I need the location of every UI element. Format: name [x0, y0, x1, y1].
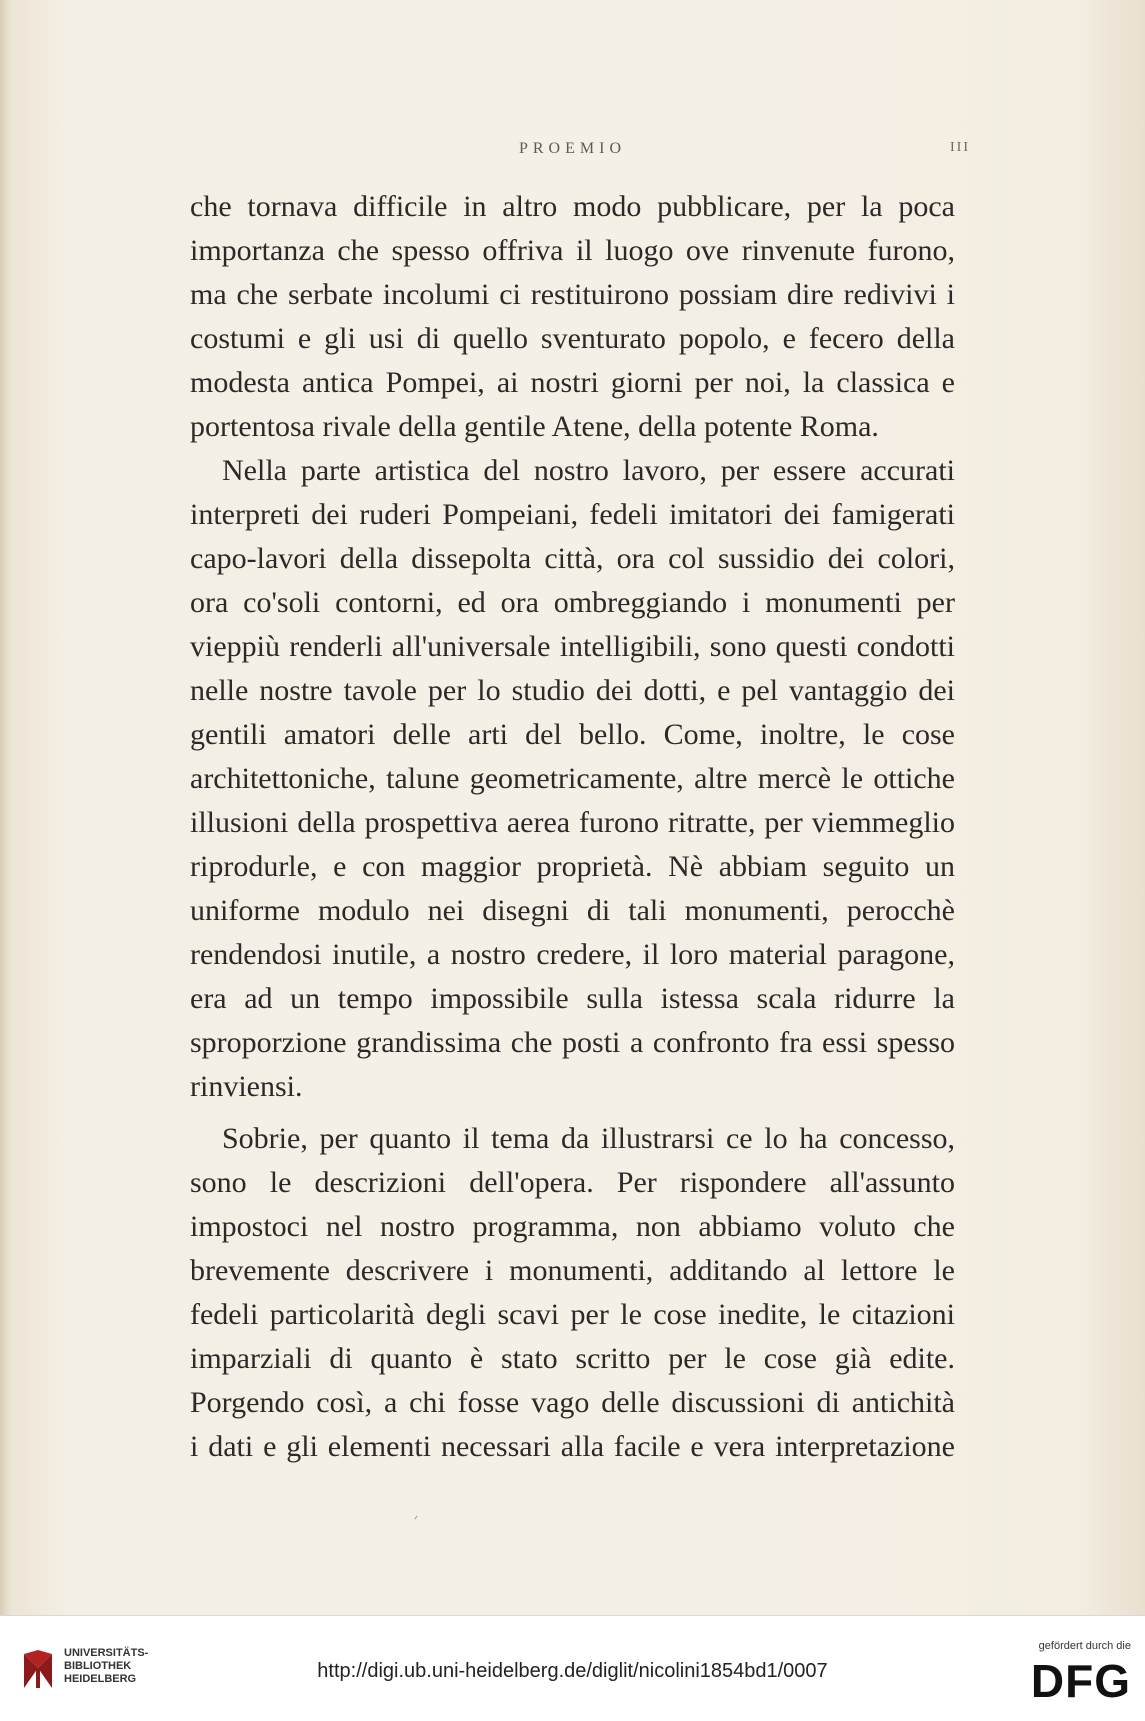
text-line: riprodurle, e con maggior proprietà. Nè abbiam seguito un [190, 850, 955, 883]
text-line: modesta antica Pompei, ai nostri giorni per noi, la classica e [190, 366, 955, 399]
library-name-line: HEIDELBERG [64, 1673, 137, 1685]
library-name-line: UNIVERSITÄTS- [64, 1647, 149, 1659]
text-line: sproporzione grandissima che posti a confronto fra essi spesso [190, 1026, 955, 1059]
text-line: Nella parte artistica del nostro lavoro, per essere accurati [222, 454, 955, 487]
library-name-line: BIBLIOTHEK [64, 1660, 132, 1672]
body-text [190, 185, 955, 1469]
text-line: interpreti dei ruderi Pompeiani, fedeli imitatori dei famigerati [190, 498, 955, 531]
source-url-link[interactable]: http://digi.ub.uni-heidelberg.de/diglit/nicolini1854bd1/0007 [317, 1660, 828, 1682]
text-line: fedeli particolarità degli scavi per le cose inedite, le citazioni [190, 1298, 955, 1331]
text-line: imparziali di quanto è stato scritto per le cose già edite. [190, 1342, 955, 1375]
running-head [0, 140, 1145, 170]
page-number: III [950, 140, 970, 155]
text-line: i dati e gli elementi necessari alla facile e vera interpretazione [190, 1430, 955, 1463]
text-line: uniforme modulo nei disegni di tali monumenti, perocchè [190, 894, 955, 927]
text-line: sono le descrizioni dell'opera. Per rispondere all'assunto [190, 1166, 955, 1199]
funder-caption: gefördert durch die [1038, 1640, 1131, 1652]
text-line: importanza che spesso offriva il luogo ove rinvenute furono, [190, 234, 955, 267]
text-line: illusioni della prospettiva aerea furono ritratte, per viemmeglio [190, 806, 955, 839]
running-title: PROEMIO [518, 140, 626, 157]
text-line: vieppiù renderli all'universale intelligibili, sono questi condotti [190, 630, 955, 663]
text-line: portentosa rivale della gentile Atene, della potente Roma. [190, 410, 879, 443]
ink-speck [414, 1516, 417, 1520]
text-line: capo-lavori della dissepolta città, ora col sussidio dei colori, [190, 542, 955, 575]
text-line: nelle nostre tavole per lo studio dei dotti, e pel vantaggio dei [190, 674, 955, 707]
text-line: Sobrie, per quanto il tema da illustrarsi ce lo ha concesso, [222, 1122, 955, 1155]
text-line: che tornava difficile in altro modo pubblicare, per la poca [190, 190, 955, 223]
dfg-logo: DFG [1030, 1655, 1131, 1707]
text-line: rendendosi inutile, a nostro credere, il loro material paragone, [190, 938, 955, 971]
text-line: era ad un tempo impossibile sulla istessa scala ridurre la [190, 982, 955, 1015]
text-line: brevemente descrivere i monumenti, additando al lettore le [190, 1254, 955, 1287]
text-line: gentili amatori delle arti del bello. Come, inoltre, le cose [190, 718, 955, 751]
text-line: impostoci nel nostro programma, non abbiamo voluto che [190, 1210, 955, 1243]
text-line: Porgendo così, a chi fosse vago delle discussioni di antichità [190, 1386, 955, 1419]
text-line: ora co'soli contorni, ed ora ombreggiando i monumenti per [190, 586, 955, 619]
digitization-footer [0, 1615, 1145, 1721]
text-line: architettoniche, talune geometricamente, altre mercè le ottiche [190, 762, 955, 795]
page-edge-shadow [0, 0, 10, 1615]
text-line: rinviensi. [190, 1070, 303, 1103]
text-line: ma che serbate incolumi ci restituirono possiam dire redivivi i [190, 278, 955, 311]
text-line: costumi e gli usi di quello sventurato popolo, e fecero della [190, 322, 955, 355]
